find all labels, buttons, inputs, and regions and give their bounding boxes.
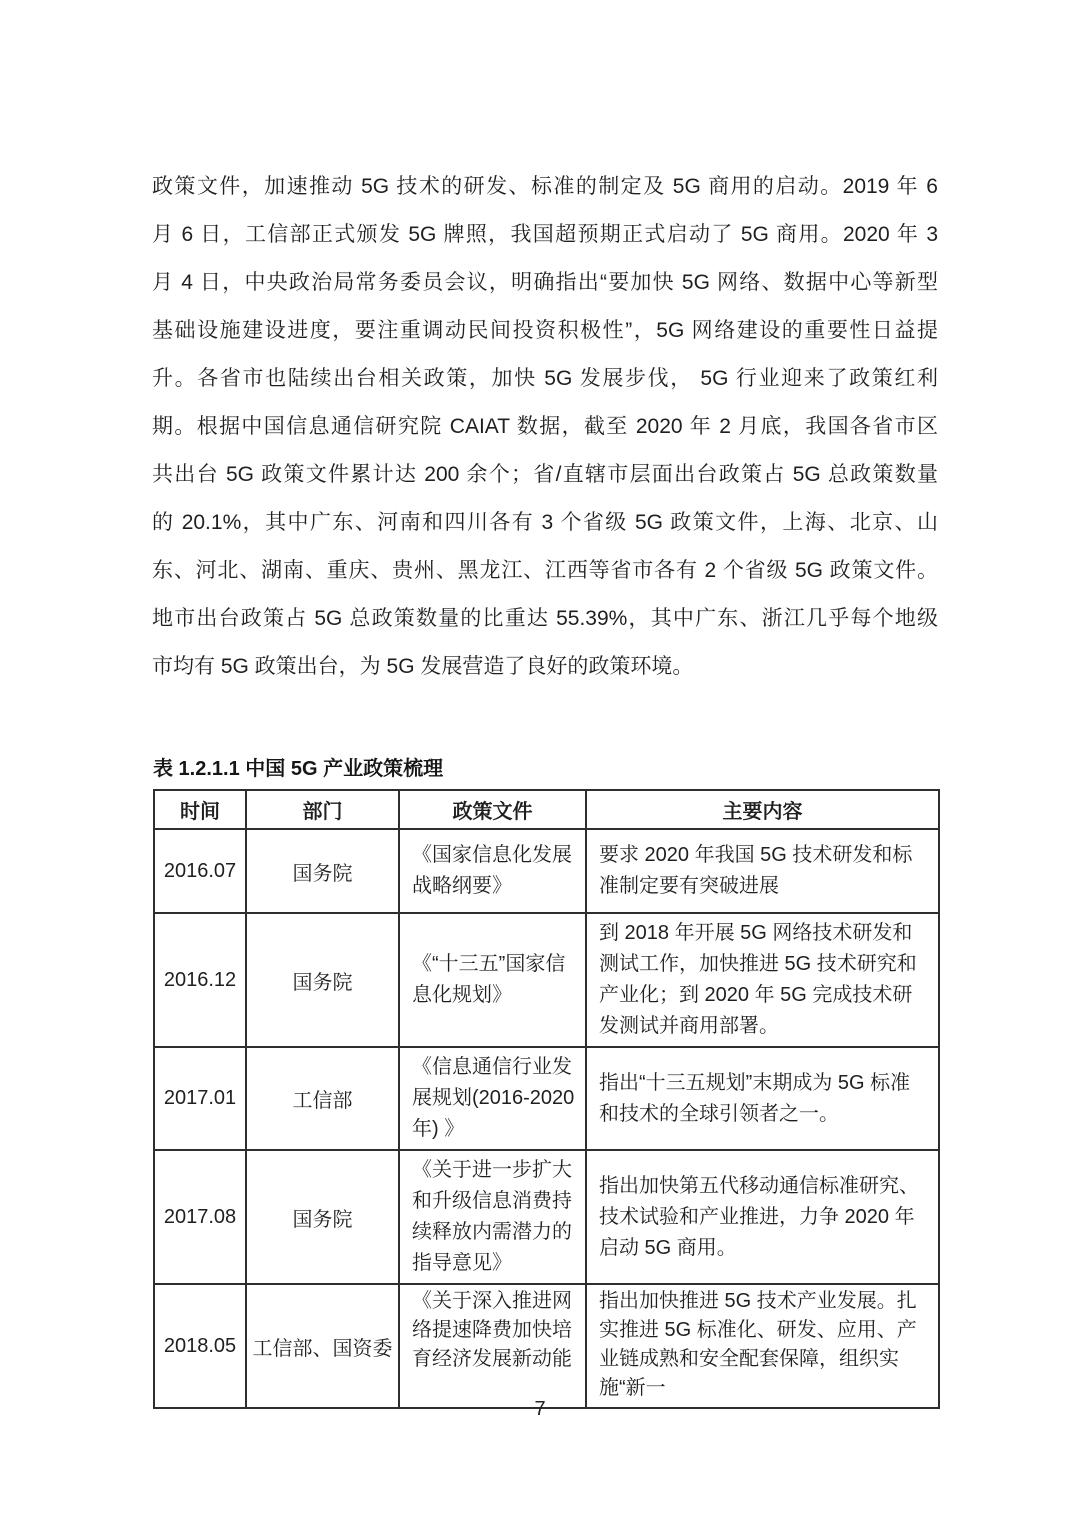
body-text-line: 升。各省市也陆续出台相关政策，加快 5G 发展步伐， 5G 行业迎来了政策红利 — [152, 367, 938, 390]
body-text-line: 期。根据中国信息通信研究院 CAIAT 数据，截至 2020 年 2 月底，我国各省市区 — [152, 415, 938, 438]
cell-time: 2018.05 — [154, 1284, 246, 1408]
cell-time: 2017.01 — [154, 1047, 246, 1150]
table-header-row — [154, 790, 939, 829]
body-text-line: 月 6 日，工信部正式颁发 5G 牌照，我国超预期正式启动了 5G 商用。2020 年 3 — [152, 223, 938, 246]
body-text-line: 基础设施建设进度，要注重调动民间投资积极性”，5G 网络建设的重要性日益提 — [152, 319, 938, 342]
cell-content: 要求 2020 年我国 5G 技术研发和标准制定要有突破进展 — [586, 829, 939, 913]
col-header-time: 时间 — [154, 790, 246, 829]
body-text-line: 月 4 日，中央政治局常务委员会议，明确指出“要加快 5G 网络、数据中心等新型 — [152, 271, 938, 294]
cell-doc: 《国家信息化发展战略纲要》 — [399, 829, 586, 913]
table-row — [154, 1284, 939, 1408]
cell-doc: 《信息通信行业发展规划(2016-2020 年) 》 — [399, 1047, 586, 1150]
policy-table — [153, 789, 940, 1409]
page-number: 7 — [534, 1398, 546, 1420]
body-text-line: 的 20.1%，其中广东、河南和四川各有 3 个省级 5G 政策文件，上海、北京、山 — [152, 511, 938, 534]
table-row — [154, 913, 939, 1047]
cell-content: 指出加快第五代移动通信标准研究、技术试验和产业推进，力争 2020 年启动 5G 商用。 — [586, 1150, 939, 1284]
cell-dept: 国务院 — [246, 913, 399, 1047]
cell-time: 2017.08 — [154, 1150, 246, 1284]
cell-doc: 《关于深入推进网络提速降费加快培育经济发展新动能 — [399, 1284, 586, 1408]
cell-time: 2016.07 — [154, 829, 246, 913]
cell-doc: 《关于进一步扩大和升级信息消费持续释放内需潜力的指导意见》 — [399, 1150, 586, 1284]
col-header-doc: 政策文件 — [399, 790, 586, 829]
table-row — [154, 1150, 939, 1284]
body-text-line: 地市出台政策占 5G 总政策数量的比重达 55.39%，其中广东、浙江几乎每个地级 — [152, 607, 938, 630]
table-row — [154, 829, 939, 913]
body-text-line: 东、河北、湖南、重庆、贵州、黑龙江、江西等省市各有 2 个省级 5G 政策文件。 — [152, 559, 938, 582]
body-text-line: 市均有 5G 政策出台，为 5G 发展营造了良好的政策环境。 — [152, 655, 694, 678]
cell-dept: 国务院 — [246, 1150, 399, 1284]
cell-dept: 工信部、国资委 — [246, 1284, 399, 1408]
table-caption: 表 1.2.1.1 中国 5G 产业政策梳理 — [153, 758, 444, 780]
body-text-line: 共出台 5G 政策文件累计达 200 余个；省/直辖市层面出台政策占 5G 总政策数量 — [152, 463, 938, 486]
col-header-dept: 部门 — [246, 790, 399, 829]
col-header-content: 主要内容 — [586, 790, 939, 829]
cell-doc: 《“十三五”国家信息化规划》 — [399, 913, 586, 1047]
cell-dept: 国务院 — [246, 829, 399, 913]
cell-dept: 工信部 — [246, 1047, 399, 1150]
body-paragraph — [152, 163, 938, 691]
cell-content: 指出“十三五规划”末期成为 5G 标准和技术的全球引领者之一。 — [586, 1047, 939, 1150]
cell-time: 2016.12 — [154, 913, 246, 1047]
body-text-line: 政策文件，加速推动 5G 技术的研发、标准的制定及 5G 商用的启动。2019 年 6 — [152, 175, 938, 198]
table-row — [154, 1047, 939, 1150]
cell-content: 指出加快推进 5G 技术产业发展。扎实推进 5G 标准化、研发、应用、产业链成熟和安全配套保障，组织实施“新一 — [586, 1284, 939, 1408]
cell-content: 到 2018 年开展 5G 网络技术研发和测试工作，加快推进 5G 技术研究和产业化；到 2020 年 5G 完成技术研发测试并商用部署。 — [586, 913, 939, 1047]
